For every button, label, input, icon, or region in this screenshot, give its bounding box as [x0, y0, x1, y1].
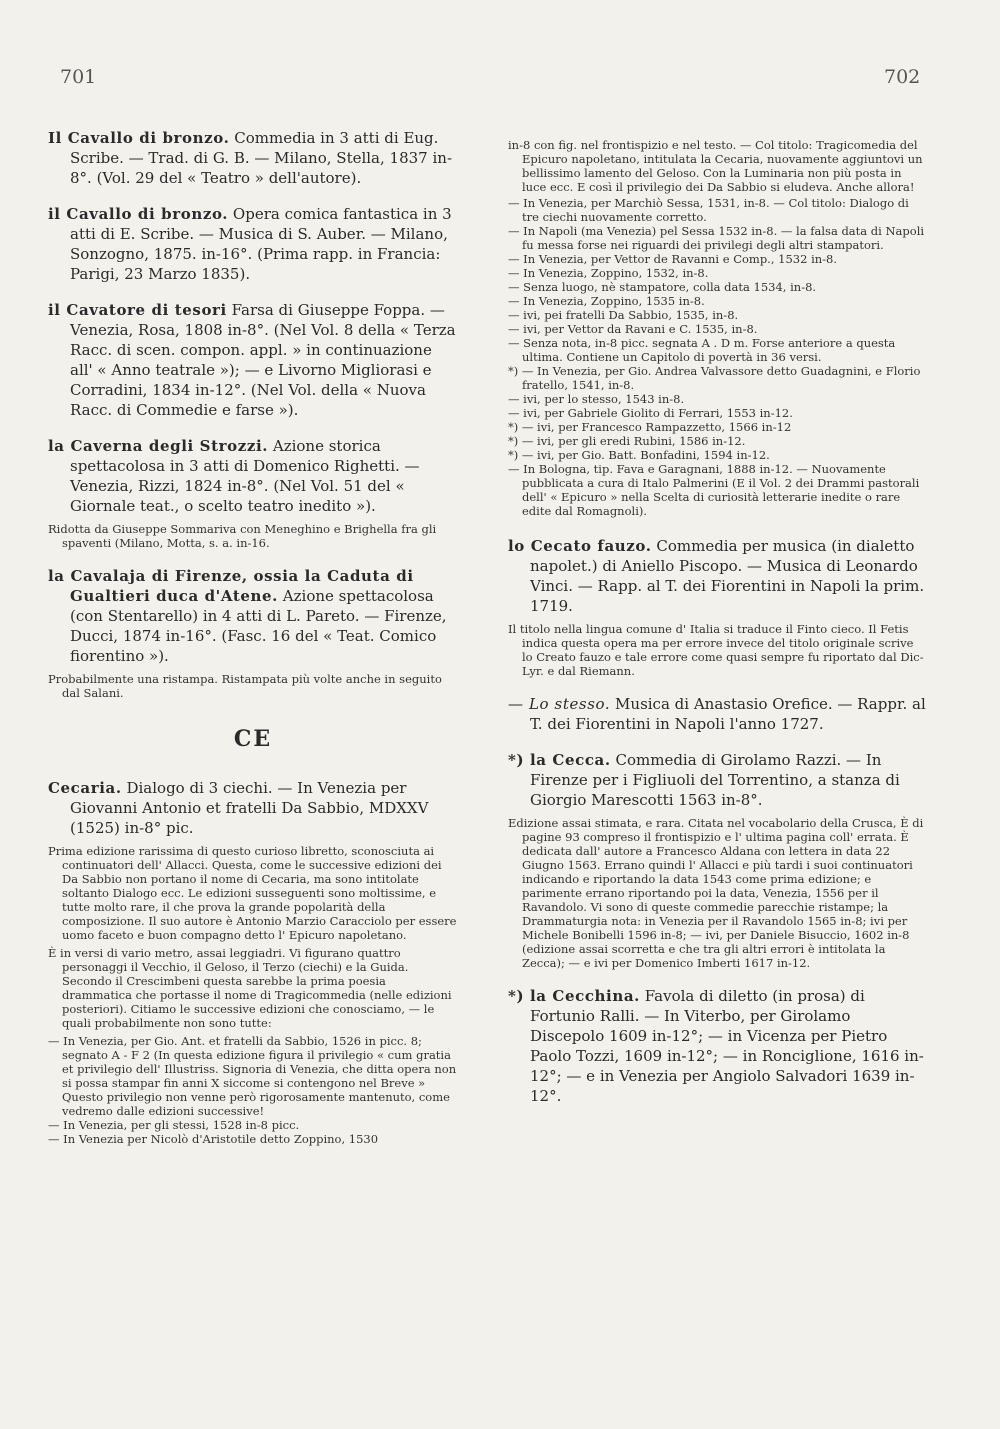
entry-cecchina — [508, 986, 926, 1106]
edition-item: — In Venezia, per Gio. Ant. et fratelli da Sabbio, 1526 in picc. 8; segnato A - F 2 (In questa edizione figura il privilegio « cum gratia et privilegio dell' Illustriss. Signoria di Venezia, che ditta opera non si possa stampar fin anni X siccome si contengono nel Breve » Questo privilegio non venne però rigorosamente mantenuto, come vedremo dalle edizioni successive! — [48, 1034, 457, 1118]
note-cavalaja: Probabilmente una ristampa. Ristampata più volte anche in seguito dal Salani. — [48, 672, 442, 700]
edition-item: — ivi, per lo stesso, 1543 in-8. — [508, 392, 685, 406]
right-column — [508, 138, 926, 1122]
entry-body: Azione spettacolosa (con Stentarello) in 4 atti di L. Pareto. — Firenze, Ducci, 1874 in-16°. (Fasc. 16 del « Teat. Comico fiorentino »). — [70, 587, 447, 665]
edition-item: *) — In Venezia, per Gio. Andrea Valvassore detto Guadagnini, e Florio fratello, 1541, in-8. — [508, 364, 921, 392]
entry-heading: il Cavatore di tesori — [48, 301, 227, 319]
entry-body: Commedia in 3 atti di Eug. Scribe. — Trad. di G. B. — Milano, Stella, 1837 in-8°. (Vol. 29 del « Teatro » dell'autore). — [70, 129, 453, 187]
note-cecato: Il titolo nella lingua comune d' Italia si traduce il Finto cieco. Il Fetis indica questa opera ma per errore invece del titolo originale scrive lo Creato fauzo e tale errore come quasi sempre fu riportato dal Dic-Lyr. e dal Riemann. — [508, 622, 924, 678]
note-cecaria-2: È in versi di vario metro, assai leggiadri. Vi figurano quattro personaggi il Vecchio, il Geloso, il Terzo (ciechi) e la Guida. Secondo il Crescimbeni questa sarebbe la prima poesia drammatica che portasse il nome di Tragicommedia (nelle edizioni posteriori). Citiamo le successive edizioni che conosciamo, — le quali probabilmente non sono tutte: — [48, 946, 452, 1030]
entry-heading: *) la Cecca. — [508, 751, 611, 769]
entry-body: Farsa di Giuseppe Foppa. — Venezia, Rosa, 1808 in-8°. (Nel Vol. 8 della « Terza Racc. di scen. compon. appl. » in continuazione all' « Anno teatrale »); — e Livorno Migliorasi e Corradini, 1834 in-12°. (Nel Vol. della « Nuova Racc. di Commedie e farse »). — [70, 301, 456, 419]
edition-item: — ivi, per Vettor da Ravani e C. 1535, in-8. — [508, 322, 758, 336]
entry-lo-stesso — [508, 694, 926, 734]
entry-body: Commedia per musica (in dialetto napolet.) di Aniello Piscopo. — Musica di Leonardo Vinci. — Rapp. al T. dei Fiorentini in Napoli la prim. 1719. — [530, 537, 925, 615]
section-heading: CE — [233, 726, 273, 752]
note-cecaria-continued: in-8 con fig. nel frontispizio e nel testo. — Col titolo: Tragicomedia del Epicuro napoletano, intitulata la Cecaria, nuovamente aggiuntovi un bellissimo lamento del Geloso. Con la Luminaria non più posta in luce ecc. E così il privilegio dei Da Sabbio si eludeva. Anche allora! — [508, 138, 923, 194]
entry-heading: *) la Cecchina. — [508, 987, 641, 1005]
edition-item: — In Venezia, per Vettor de Ravanni e Comp., 1532 in-8. — [508, 252, 838, 266]
left-column — [48, 128, 458, 1146]
edition-item: — In Bologna, tip. Fava e Garagnani, 1888 in-12. — Nuovamente pubblicata a cura di Italo Palmerini (E il Vol. 2 dei Drammi pastorali dell' « Epicuro » nella Scelta di curiosità letterarie inedite o rare edite dal Romagnoli). — [508, 462, 920, 518]
edition-item: — In Venezia per Nicolò d'Aristotile detto Zoppino, 1530 — [48, 1132, 379, 1146]
entry-cecca — [508, 750, 926, 810]
edition-item: — In Venezia, Zoppino, 1535 in-8. — [508, 294, 705, 308]
entry-body: Azione storica spettacolosa in 3 atti di Domenico Righetti. — Venezia, Rizzi, 1824 in-8°. (Nel Vol. 51 del « Giornale teat., o scelto teatro inedito »). — [70, 437, 420, 515]
entry-body: Musica di Anastasio Orefice. — Rappr. al T. dei Fiorentini in Napoli l'anno 1727. — [530, 695, 926, 733]
entry-body: Dialogo di 3 ciechi. — In Venezia per Giovanni Antonio et fratelli Da Sabbio, MDXXV (1525) in-8° pic. — [70, 779, 429, 837]
entry-cecato-fauzo — [508, 536, 926, 616]
entry-cavatore-tesori — [48, 300, 458, 420]
entry-body: Opera comica fantastica in 3 atti di E. Scribe. — Musica di S. Auber. — Milano, Sonzogno, 1875. in-16°. (Prima rapp. in Francia: Parigi, 23 Marzo 1835). — [70, 205, 452, 283]
entry-cavallo-bronzo-commedia — [48, 128, 458, 188]
entry-cavalaja-firenze — [48, 566, 458, 666]
entry-heading: Cecaria. — [48, 779, 122, 797]
edition-item: — ivi, per Gabriele Giolito di Ferrari, 1553 in-12. — [508, 406, 793, 420]
entry-heading: — Lo stesso. — [508, 695, 611, 713]
page-number-left: 701 — [60, 66, 97, 88]
entry-heading: il Cavallo di bronzo. — [48, 205, 229, 223]
note-cecca: Edizione assai stimata, e rara. Citata nel vocabolario della Crusca, È di pagine 93 compreso il frontispizio e l' ultima pagina coll' errata. È dedicata dall' autore a Francesco Aldana con lettera in data 22 Giugno 1563. Errano quindi l' Allacci e più tardi i suoi continuatori indicando e riportando la data 1543 come prima edizione; e parimente errano riportando poi la data, Venezia, 1556 per il Ravandolo. Vi sono di queste commedie parecchie ristampe; la Drammaturgia nota: in Venezia per il Ravandolo 1565 in-8; ivi per Michele Bonibelli 1596 in-8; — ivi, per Daniele Bisuccio, 1602 in-8 (edizione assai scorretta e che tra gli altri errori è intitolata la Zecca); — e ivi per Domenico Imberti 1617 in-12. — [508, 816, 924, 970]
entry-cavallo-bronzo-opera — [48, 204, 458, 284]
note-cecaria-1: Prima edizione rarissima di questo curioso libretto, sconosciuta ai continuatori dell' Allacci. Questa, come le successive edizioni dei Da Sabbio non portano il nome di Cecaria, ma sono intitolate soltanto Dialogo ecc. Le edizioni susseguenti sono moltissime, e tutte molto rare, il che prova la grande popolarità della composizione. Il suo autore è Antonio Marzio Caracciolo per essere uomo faceto e buon compagno detto l' Epicuro napoletano. — [48, 844, 457, 942]
edition-item: — Senza luogo, nè stampatore, colla data 1534, in-8. — [508, 280, 817, 294]
entry-cecaria — [48, 778, 458, 838]
note-caverna: Ridotta da Giuseppe Sommariva con Meneghino e Brighella fra gli spaventi (Milano, Motta, s. a. in-16. — [48, 522, 437, 550]
edition-item: *) — ivi, per Gio. Batt. Bonfadini, 1594 in-12. — [508, 448, 770, 462]
entry-heading: lo Cecato fauzo. — [508, 537, 652, 555]
page-number-right: 702 — [884, 66, 921, 88]
entry-heading: Il Cavallo di bronzo. — [48, 129, 230, 147]
edition-item: — In Napoli (ma Venezia) pel Sessa 1532 in-8. — la falsa data di Napoli fu messa forse nei riguardi dei privilegi degli altri stampatori. — [508, 224, 925, 252]
entry-body: Favola di diletto (in prosa) di Fortunio Ralli. — In Viterbo, per Girolamo Discepolo 1609 in-12°; — in Vicenza per Pietro Paolo Tozzi, 1609 in-12°; — in Ronciglione, 1616 in-12°; — e in Venezia per Angiolo Salvadori 1639 in-12°. — [530, 987, 924, 1105]
edition-item: — In Venezia, Zoppino, 1532, in-8. — [508, 266, 709, 280]
entry-caverna-strozzi — [48, 436, 458, 516]
spacer — [508, 518, 926, 536]
edition-item: — In Venezia, per gli stessi, 1528 in-8 picc. — [48, 1118, 300, 1132]
entry-heading: la Cavalaja di Firenze, ossia la Caduta di Gualtieri duca d'Atene. — [48, 567, 414, 605]
edition-item: *) — ivi, per Francesco Rampazzetto, 1566 in-12 — [508, 420, 792, 434]
edition-item: — Senza nota, in-8 picc. segnata A . D m. Forse anteriore a questa ultima. Contiene un Capitolo di povertà in 36 versi. — [508, 336, 896, 364]
entry-body: Commedia di Girolamo Razzi. — In Firenze per i Figliuoli del Torrentino, a stanza di Giorgio Marescotti 1563 in-8°. — [530, 751, 900, 809]
edition-item: *) — ivi, per gli eredi Rubini, 1586 in-12. — [508, 434, 746, 448]
edition-item: — In Venezia, per Marchiò Sessa, 1531, in-8. — Col titolo: Dialogo di tre ciechi nuovamente corretto. — [508, 196, 909, 224]
entry-heading: la Caverna degli Strozzi. — [48, 437, 269, 455]
edition-item: — ivi, pei fratelli Da Sabbio, 1535, in-8. — [508, 308, 739, 322]
